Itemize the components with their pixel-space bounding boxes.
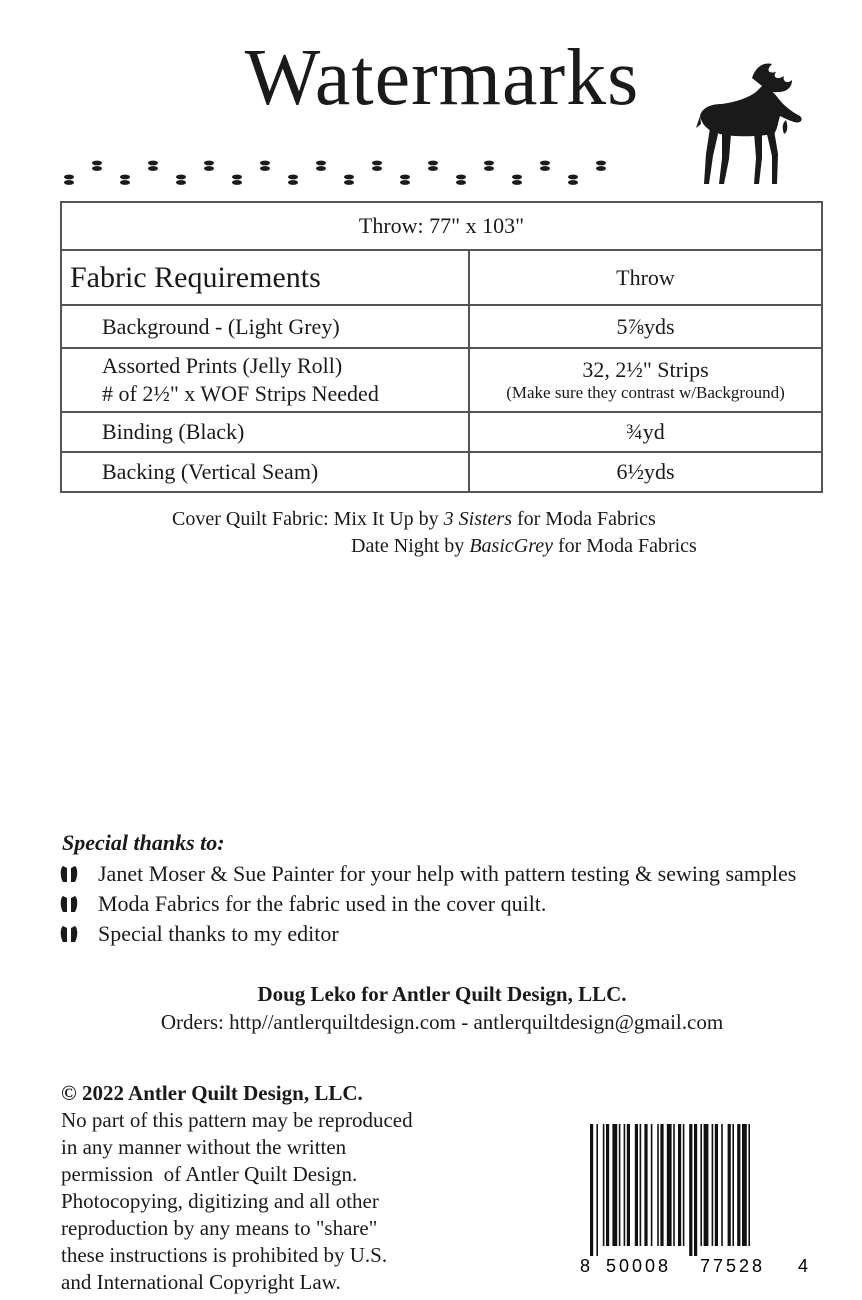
hoof-tracks-decoration [60, 150, 620, 190]
list-item [58, 861, 796, 887]
fabric-item-line: Assorted Prints (Jelly Roll) [102, 353, 343, 378]
thanks-text: Special thanks to my editor [98, 921, 339, 946]
hoof-print-icon [344, 175, 354, 185]
credit-text: for Moda Fabrics [552, 535, 697, 557]
special-thanks-heading: Special thanks to: [62, 830, 225, 855]
hoof-print-icon [148, 161, 158, 171]
barcode-bar [683, 1124, 685, 1246]
barcode-bar [721, 1124, 723, 1246]
barcode-bar [644, 1124, 647, 1246]
hoof-print-icon [58, 865, 80, 883]
table-row [61, 348, 822, 412]
barcode-bar [712, 1124, 714, 1246]
barcode-digits: 77528 [700, 1256, 766, 1276]
copyright-heading: © 2022 Antler Quilt Design, LLC. [61, 1081, 363, 1105]
orders-line: Orders: http//antlerquiltdesign.com - antlerquiltdesign@gmail.com [160, 1010, 724, 1034]
fabric-amount-note: (Make sure they contrast w/Background) [506, 383, 785, 402]
copyright-line: permission of Antler Quilt Design. [61, 1162, 358, 1186]
fabric-requirements-table [60, 201, 823, 493]
barcode-bar [678, 1124, 681, 1246]
hoof-print-icon [428, 161, 438, 171]
fabric-item: Binding (Black) [61, 412, 469, 452]
barcode-bar [590, 1124, 593, 1256]
hoof-print-icon [512, 175, 522, 185]
fabric-requirements-heading: Fabric Requirements [61, 250, 469, 305]
table-row [61, 412, 822, 452]
hoof-print-icon [58, 925, 80, 943]
credit-designer: 3 Sisters [443, 508, 512, 530]
hoof-print-icon [400, 175, 410, 185]
credit-text: Cover Quilt Fabric: Mix It Up by [172, 508, 444, 530]
barcode-digits: 8 [580, 1256, 591, 1276]
hoof-print-icon [540, 161, 550, 171]
throw-size-label: Throw: 77" x 103" [61, 202, 822, 250]
table-row [61, 305, 822, 348]
throw-column-heading: Throw [469, 250, 822, 305]
hoof-print-icon [58, 895, 80, 913]
hoof-print-icon [120, 175, 130, 185]
hoof-print-icon [484, 161, 494, 171]
hoof-print-icon [316, 161, 326, 171]
barcode-bar [627, 1124, 630, 1246]
fabric-amount: 5⅞yds [469, 305, 822, 348]
hoof-print-icon [232, 175, 242, 185]
hoof-print-icon [260, 161, 270, 171]
list-item [58, 921, 339, 947]
moose-icon [692, 62, 824, 188]
barcode-bar [603, 1124, 605, 1246]
fabric-item-line: # of 2½" x WOF Strips Needed [102, 381, 379, 406]
copyright-line: reproduction by any means to "share" [61, 1216, 378, 1240]
hoof-print-icon [204, 161, 214, 171]
barcode-bar [748, 1124, 750, 1246]
list-item [58, 891, 546, 917]
hoof-print-icon [456, 175, 466, 185]
hoof-print-icon [64, 175, 74, 185]
copyright-line: in any manner without the written [61, 1135, 347, 1159]
hoof-print-icon [372, 161, 382, 171]
barcode-bar [715, 1124, 718, 1246]
barcode-bar [689, 1124, 692, 1256]
barcode-bar [640, 1124, 642, 1246]
fabric-item: Background - (Light Grey) [61, 305, 469, 348]
barcode-bar [704, 1124, 709, 1246]
barcode-bar [694, 1124, 697, 1256]
credit-text: for Moda Fabrics [511, 508, 656, 530]
thanks-text: Moda Fabrics for the fabric used in the cover quilt. [98, 891, 547, 916]
copyright-notice [61, 1080, 501, 1296]
copyright-line: and International Copyright Law. [61, 1270, 341, 1294]
barcode-digits: 4 [798, 1256, 809, 1276]
thanks-text: Janet Moser & Sue Painter for your help with pattern testing & sewing samples [98, 861, 797, 886]
copyright-line: these instructions is prohibited by U.S. [61, 1243, 388, 1267]
credit-line [351, 532, 697, 560]
barcode-bar [673, 1124, 675, 1246]
barcode-bar [700, 1124, 702, 1246]
barcode-bar [596, 1124, 598, 1256]
copyright-line: No part of this pattern may be reproduced [61, 1108, 413, 1132]
barcode-bar [742, 1124, 747, 1246]
credit-designer: BasicGrey [469, 535, 553, 557]
credit-line [172, 505, 656, 533]
hoof-print-icon [596, 161, 606, 171]
author-line: Doug Leko for Antler Quilt Design, LLC. [257, 982, 627, 1006]
barcode-digits: 50008 [606, 1256, 672, 1276]
barcode-bar [657, 1124, 659, 1246]
fabric-amount: 6½yds [469, 452, 822, 492]
fabric-item: Backing (Vertical Seam) [61, 452, 469, 492]
table-row [61, 452, 822, 492]
hoof-print-icon [568, 175, 578, 185]
fabric-amount [469, 348, 822, 412]
barcode-bar [612, 1124, 617, 1246]
fabric-item [61, 348, 469, 412]
barcode-bar [624, 1124, 626, 1246]
barcode-bar [660, 1124, 663, 1246]
credit-text: Date Night by [351, 535, 470, 557]
barcode-bar [737, 1124, 740, 1246]
page-title: Watermarks [244, 34, 640, 122]
barcode-bar [606, 1124, 609, 1246]
barcode-bar [732, 1124, 734, 1246]
barcode-bar [667, 1124, 672, 1246]
hoof-print-icon [288, 175, 298, 185]
barcode-bar [635, 1124, 638, 1246]
barcode-bar [651, 1124, 653, 1246]
copyright-line: Photocopying, digitizing and all other [61, 1189, 379, 1213]
barcode-bar [619, 1124, 621, 1246]
barcode [578, 1124, 810, 1276]
hoof-print-icon [176, 175, 186, 185]
barcode-bar [728, 1124, 731, 1246]
fabric-amount: ¾yd [469, 412, 822, 452]
hoof-print-icon [92, 161, 102, 171]
fabric-amount-value: 32, 2½" Strips [582, 357, 709, 382]
